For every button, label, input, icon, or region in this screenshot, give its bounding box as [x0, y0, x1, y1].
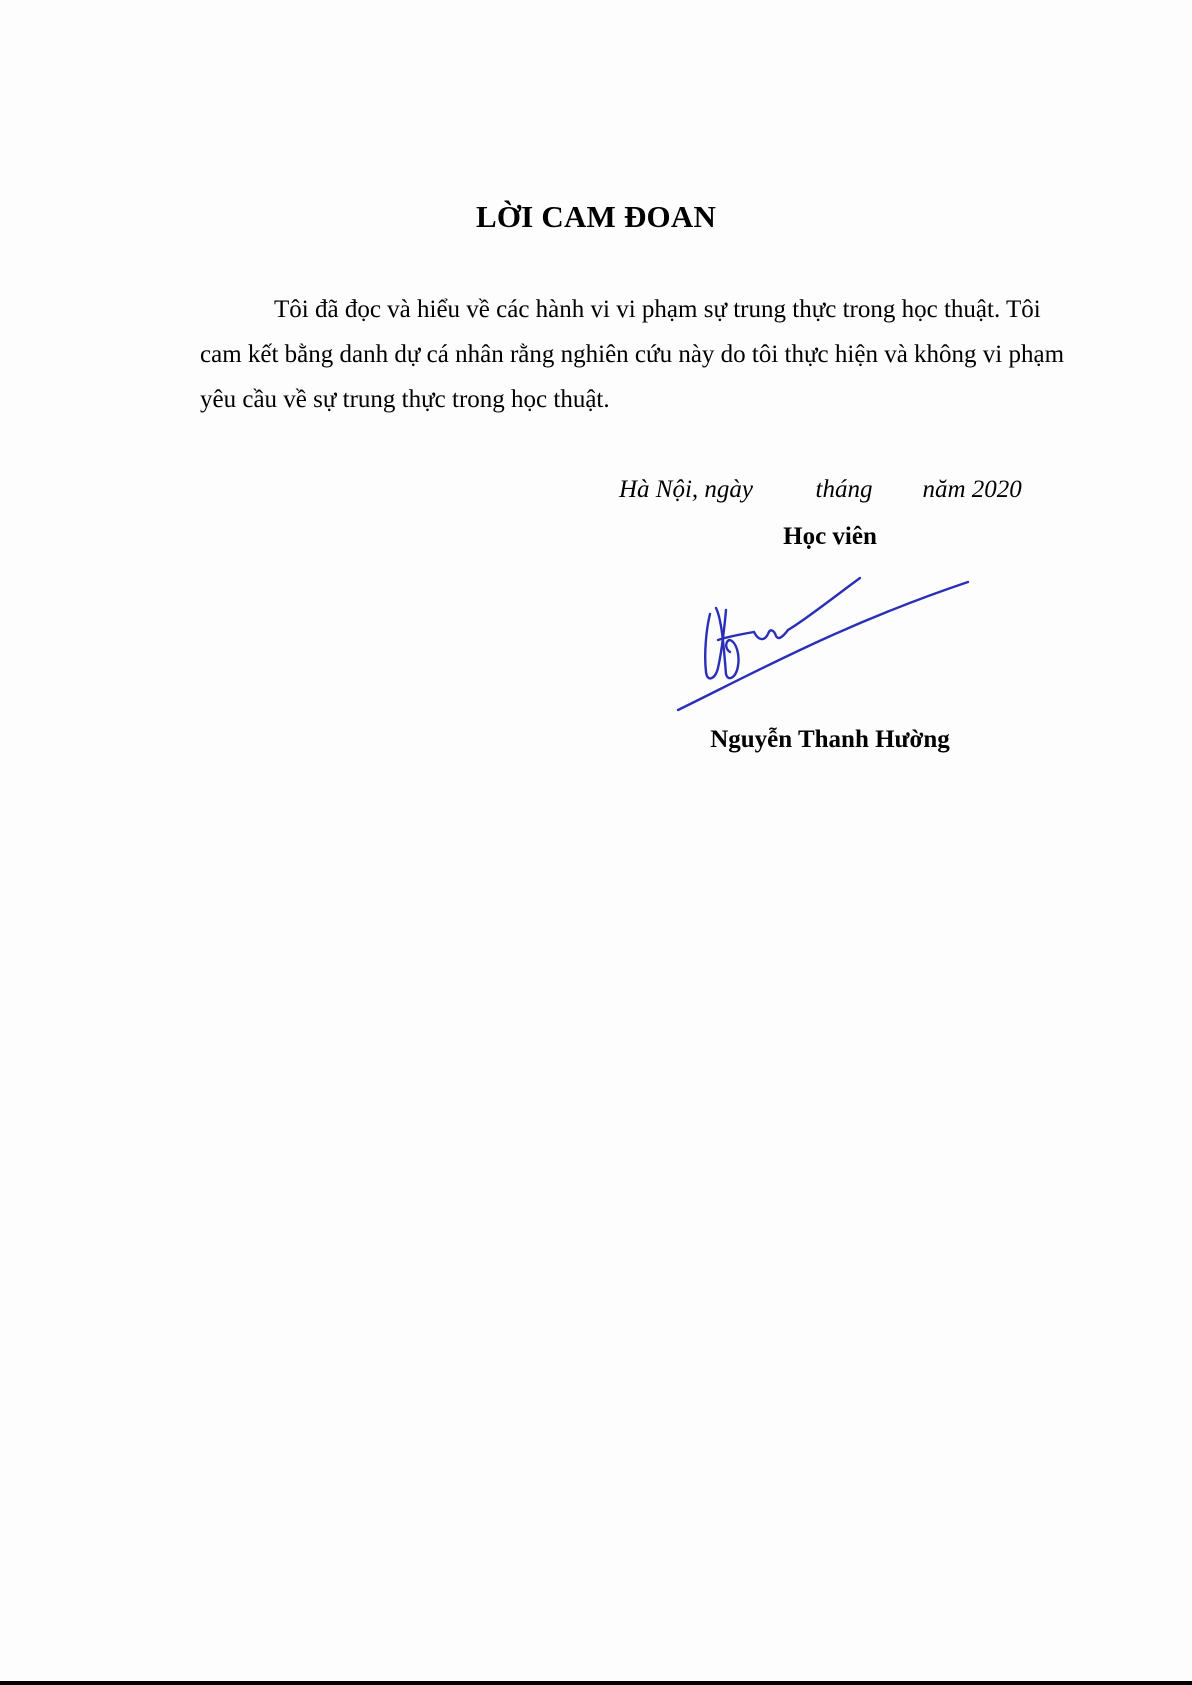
signer-name: Nguyễn Thanh Hường: [710, 726, 950, 753]
page-bottom-border: [0, 1681, 1192, 1685]
statement-paragraph: [200, 287, 1086, 422]
place-and-date: Hà Nội, ngày tháng năm 2020: [619, 476, 1022, 503]
handwritten-signature: [670, 570, 970, 715]
signer-role: Học viên: [783, 523, 877, 550]
document-title: LỜI CAM ĐOAN: [475, 199, 717, 234]
statement-text: Tôi đã đọc và hiểu về các hành vi vi phạm sự trung thực trong học thuật. Tôi cam kết bằng danh dự cá nhân rằng nghiên cứu này do tôi thực hiện và không vi phạm yêu cầu về sự trung thực trong học thuật.: [200, 296, 1065, 413]
